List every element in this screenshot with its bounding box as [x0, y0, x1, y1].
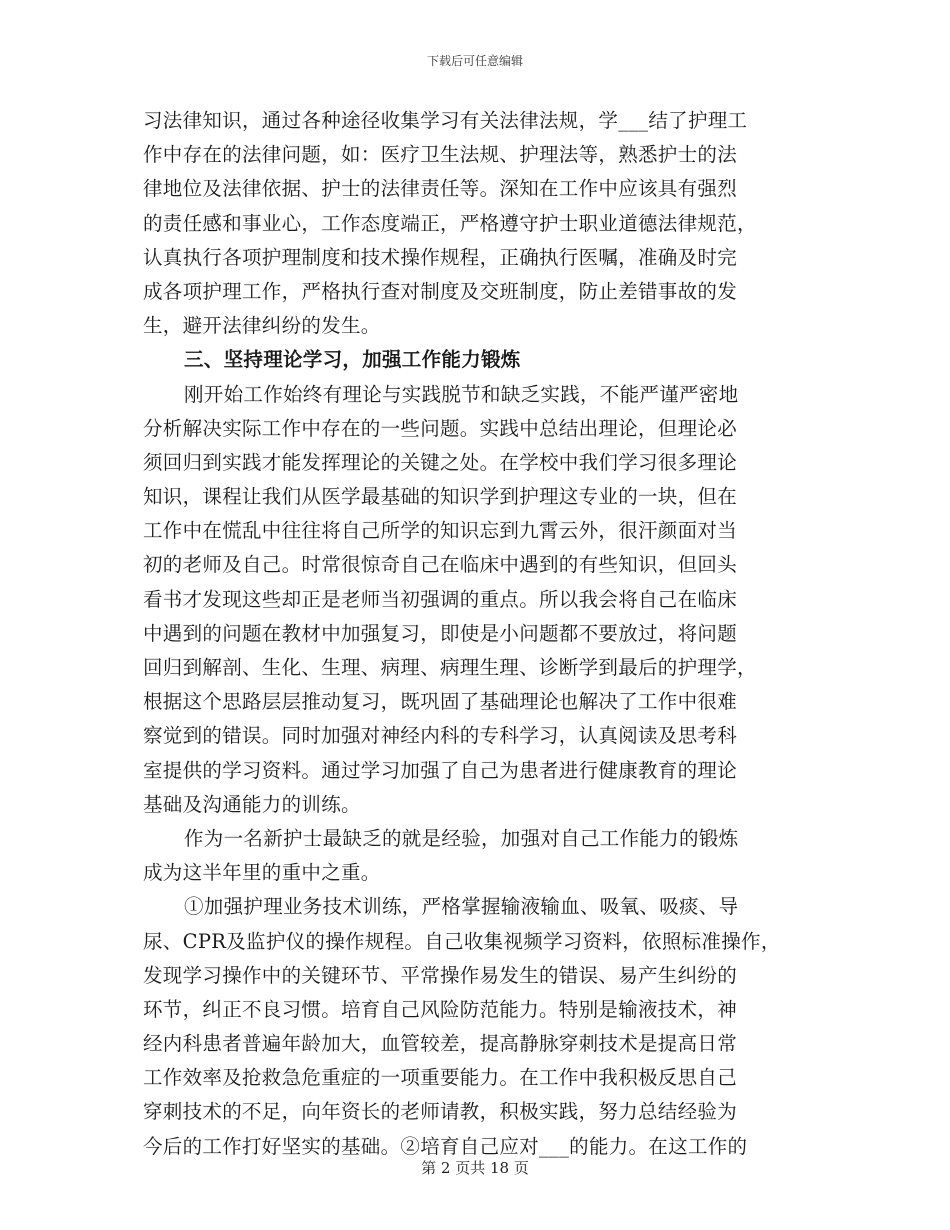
text-line: 穿刺技术的不足，向年资长的老师请教，积极实践，努力总结经验为	[143, 1100, 738, 1124]
text-line: 习法律知识，通过各种途径收集学习有关法律法规，学___结了护理工	[143, 109, 748, 132]
text-line: 环节，纠正不良习惯。培育自己风险防范能力。特别是输液技术，神	[143, 997, 738, 1021]
text-line: ①加强护理业务技术训练，严格掌握输液输血、吸氧、吸痰、导	[184, 895, 739, 919]
text-line: 察觉到的错误。同时加强对神经内科的专科学习，认真阅读及思考科	[143, 724, 738, 748]
text-line: 经内科患者普遍年龄加大，血管较差，提高静脉穿刺技术是提高日常	[143, 1032, 738, 1056]
page-footer: 第 2 页共 18 页	[421, 1159, 529, 1177]
text-line: 律地位及法律依据、护士的法律责任等。深知在工作中应该具有强烈	[143, 177, 738, 201]
text-line: 作中存在的法律问题，如：医疗卫生法规、护理法等，熟悉护士的法	[143, 143, 738, 167]
text-line: 的责任感和事业心，工作态度端正，严格遵守护士职业道德法律规范，	[143, 211, 757, 235]
text-line: 尿、CPR及监护仪的操作规程。自己收集视频学习资料，依照标准操作，	[143, 929, 781, 953]
text-line: 基础及沟通能力的训练。	[143, 792, 361, 816]
text-line: 生，避开法律纠纷的发生。	[143, 314, 381, 338]
text-line: 认真执行各项护理制度和技术操作规程，正确执行医嘱，准确及时完	[143, 245, 738, 269]
text-line: 回归到解剖、生化、生理、病理、病理生理、诊断学到最后的护理学，	[143, 656, 757, 679]
text-line: 刚开始工作始终有理论与实践脱节和缺乏实践，不能严谨严密地	[184, 382, 739, 406]
text-line: 分析解决实际工作中存在的一些问题。实践中总结出理论，但理论必	[143, 416, 738, 440]
document-body	[143, 104, 823, 1164]
text-line: 发现学习操作中的关键环节、平常操作易发生的错误、易产生纠纷的	[143, 963, 738, 987]
text-line: 知识，课程让我们从医学最基础的知识学到护理这专业的一块，但在	[143, 485, 738, 509]
text-line: 成各项护理工作，严格执行查对制度及交班制度，防止差错事故的发	[143, 279, 738, 303]
text-line: 成为这半年里的重中之重。	[143, 861, 381, 885]
text-line: 今后的工作打好坚实的基础。②培育自己应对___的能力。在这工作的	[143, 1134, 748, 1158]
text-line: 看书才发现这些却正是老师当初强调的重点。所以我会将自己在临床	[143, 587, 738, 611]
section-heading: 三、坚持理论学习，加强工作能力锻炼	[184, 348, 521, 372]
text-line: 须回归到实践才能发挥理论的关键之处。在学校中我们学习很多理论	[143, 450, 738, 474]
text-line: 中遇到的问题在教材中加强复习，即使是小问题都不要放过，将问题	[143, 621, 738, 645]
text-line: 初的老师及自己。时常很惊奇自己在临床中遇到的有些知识，但回头	[143, 553, 738, 577]
text-line: 室提供的学习资料。通过学习加强了自己为患者进行健康教育的理论	[143, 758, 738, 782]
text-line: 工作中在慌乱中往往将自己所学的知识忘到九霄云外，很汗颜面对当	[143, 519, 738, 543]
text-line: 作为一名新护士最缺乏的就是经验，加强对自己工作能力的锻炼	[184, 826, 739, 850]
text-line: 工作效率及抢救急危重症的一项重要能力。在工作中我积极反思自己	[143, 1066, 738, 1090]
page-header: 下载后可任意编辑	[426, 54, 523, 68]
text-line: 根据这个思路层层推动复习，既巩固了基础理论也解决了工作中很难	[143, 690, 738, 714]
